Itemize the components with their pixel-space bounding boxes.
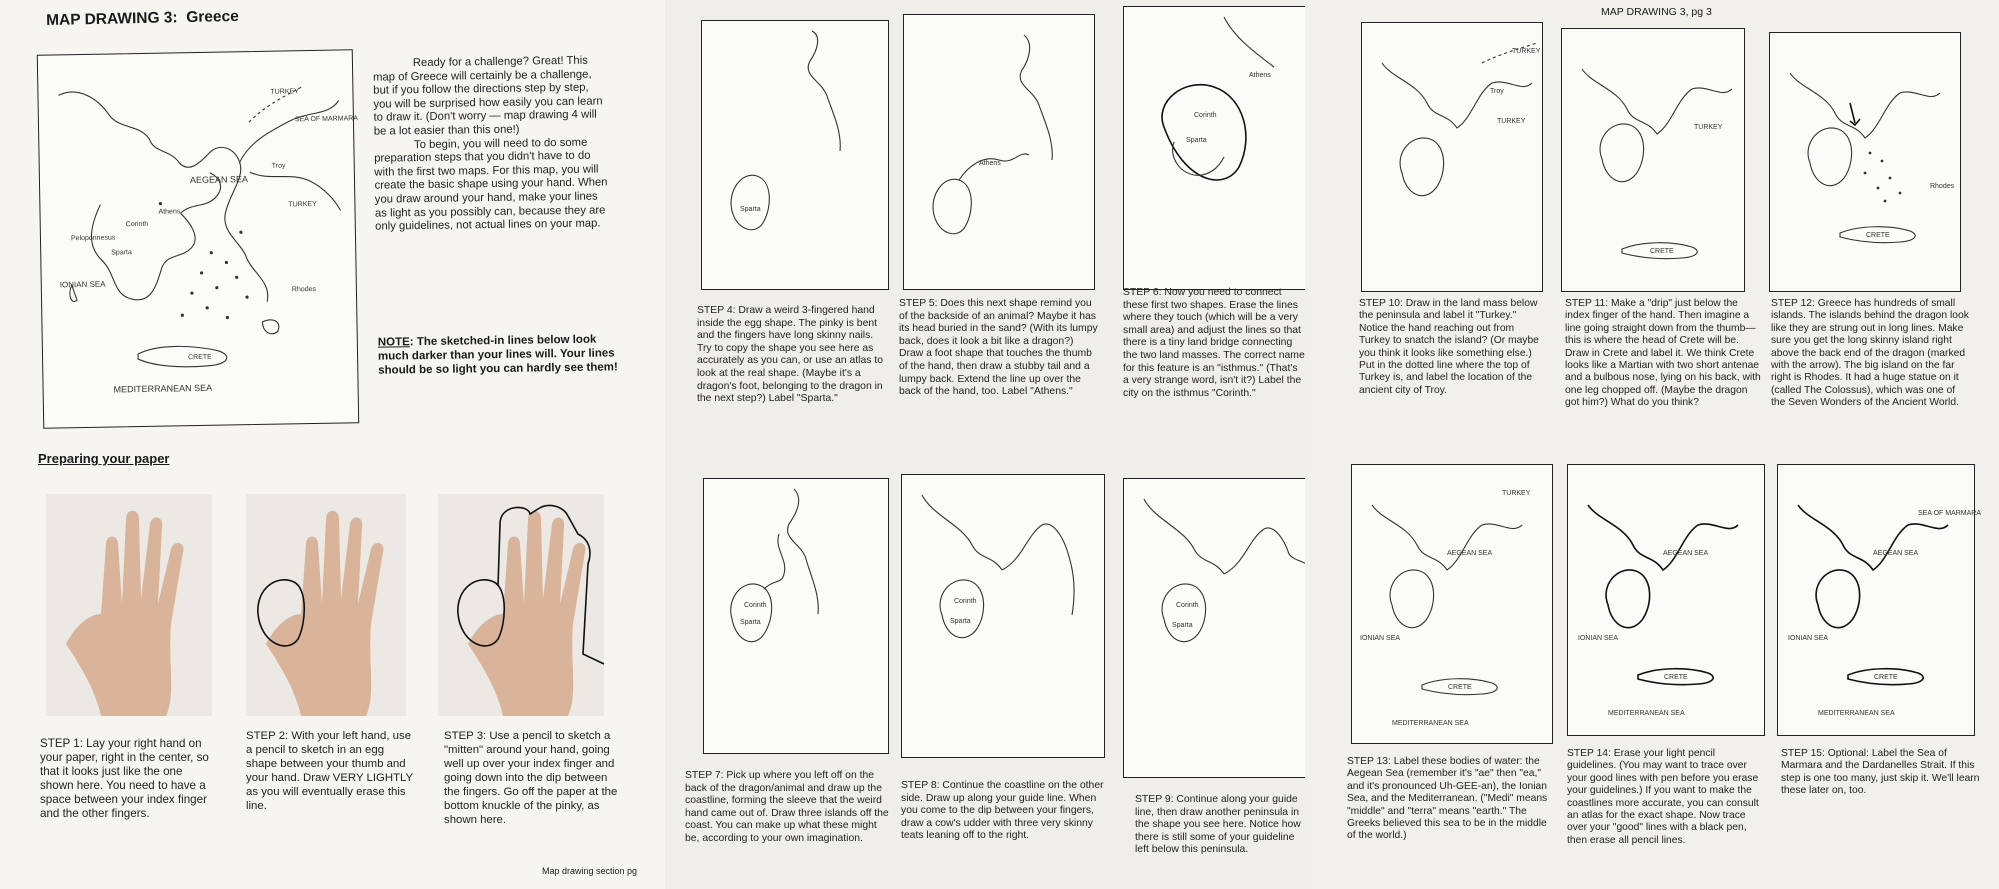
page-3-header: MAP DRAWING 3, pg 3 [1601,6,1712,18]
step-4: STEP 4: Draw a weird 3-fingered hand inside the egg shape. The pinky is bent and the fingers have long skinny nails. Try to copy the shape you see here as accurately as you can, or use an atlas to look at the real shape. (Maybe it's a dragon's foot, belonging to the dragon in the next step?) Label "Sparta." [697,305,883,405]
page-footer: Map drawing section pg [542,866,638,876]
step-12-label-crete: CRETE [1866,232,1890,239]
map-label-turkey: TURKEY [288,200,317,209]
map-label-ionian: IONIAN SEA [59,279,106,290]
step-15-label-mediterranean: MEDITERRANEAN SEA [1818,710,1895,717]
step-7: STEP 7: Pick up where you left off on the back of the dragon/animal and draw up the coastline, forming the sleeve that the weird hand came out of. Draw three islands off the coast. You can make up what these might be, according to your own imagination. [685,770,889,844]
step-2: STEP 2: With your left hand, use a pencil to sketch in an egg shape between your thumb and your hand. Draw VERY LIGHTLY as you will eventually erase this line. [246,730,413,812]
step-8: STEP 8: Continue the coastline on the other side. Draw up along your guide line. When you come to the dip between your fingers, draw a cow's udder with three very skinny teats leaning off to the right. [901,780,1104,842]
step-6-label-corinth: Corinth [1194,112,1217,119]
section-heading: Preparing your paper [38,451,170,466]
step-5-label-athens: Athens [979,160,1001,167]
step-9-drawing [1124,479,1314,777]
greece-map-drawing [38,50,358,427]
map-label-rhodes: Rhodes [291,285,317,294]
step-14-label-mediterranean: MEDITERRANEAN SEA [1608,710,1685,717]
step-4-label-sparta: Sparta [740,206,761,213]
note-label: NOTE [377,336,410,349]
step-10-drawing [1362,23,1542,291]
step-10: STEP 10: Draw in the land mass below the peninsula and label it "Turkey." Notice the hand reaching out from Turkey to snatch the island? (Or maybe you think it looks like something else.) Put in the dotted line where the top of Turkey is, and label the location of the ancient city of Troy. [1359,298,1539,396]
step-13-label-ionian: IONIAN SEA [1360,635,1401,642]
intro-text [373,54,611,234]
step-10-label-troy: Troy [1490,88,1504,95]
map-label-troy: Troy [271,162,286,170]
map-label-peloponnesus: Peloponnesus [70,234,116,243]
step-11-drawing [1562,29,1744,291]
step-6-drawing [1124,7,1320,289]
page-1 [0,0,665,889]
step-7-label-corinth: Corinth [744,602,767,609]
step-4-figure [701,20,889,290]
map-label-crete: CRETE [188,353,212,362]
step-15-label-crete: CRETE [1874,674,1898,681]
hand-illustration [46,494,212,716]
note-block [378,332,619,377]
step-7-label-sparta: Sparta [740,619,761,626]
step-13-label-turkey: TURKEY [1502,490,1531,497]
step-15-label-sea-marmara: SEA OF MARMARA [1918,510,1982,517]
step-6-label-athens: Athens [1249,72,1271,79]
step-9: STEP 9: Continue along your guide line, then draw another peninsula in the shape you see here. Notice how there is still some of your guideline left below this peninsula. [1135,794,1301,856]
step-9-figure [1123,478,1315,778]
page-2 [665,0,1305,889]
step-3: STEP 3: Use a pencil to sketch a "mitten" around your hand, going well up over your index finger and going down into the dip between the fingers. Go off the paper at the bottom knuckle of the pinky, as shown here. [444,730,618,826]
step-11-label-turkey: TURKEY [1694,124,1723,131]
step-12: STEP 12: Greece has hundreds of small islands. The islands behind the dragon look like they are strung out in long lines. Make sure you get the long skinny island right above the back end of the dragon (marked with the arrow). The big island on the far right is Rhodes. It had a huge statue on it (called The Colossus), which was one of the Seven Wonders of the Ancient World. [1771,298,1969,409]
step-6-label-sparta: Sparta [1186,137,1207,144]
step-6: STEP 6: Now you need to connect these first two shapes. Erase the lines where they touch (which will be a very small area) and adjust the lines so that there is a tiny land bridge connecting the two land masses. The correct name for this feature is an "isthmus." (That's a very strange word, isn't it?) Label the city on the isthmus "Corinth." [1123,287,1305,399]
step-13: STEP 13: Label these bodies of water: the Aegean Sea (remember it's "ae" then "ea," and it's pronounced Uh-GEE-an), the Ionian Sea, and the Mediterranean. ("Medi" means "middle" and "terra" means "earth." The Greeks believed this sea to be in the middle of the world.) [1347,756,1548,842]
hand-photo-step-1 [46,494,212,716]
map-label-aegean: AEGEAN SEA [189,174,249,186]
step-12-label-rhodes: Rhodes [1930,183,1955,190]
map-label-athens: Athens [158,208,181,216]
step-12-drawing [1770,33,1960,291]
step-15: STEP 15: Optional: Label the Sea of Marmara and the Dardanelles Strait. If this step is one too many, just skip it. We'll learn these later on, too. [1781,748,1980,797]
map-label-mediterranean: MEDITERRANEAN SEA [113,382,213,395]
hand-photo-step-2 [246,494,406,716]
step-10-label-turkey-top: TURKEY [1512,48,1541,55]
step-5: STEP 5: Does this next shape remind you of the backside of an animal? Maybe it has its head buried in the sand? (With its lumpy back, does it look a bit like a dragon?) Draw a foot shape that touches the thumb of the hand, then draw a stubby tail and a lumpy back. Extend the line up over the back of the hand, too. Label "Athens." [899,298,1098,398]
step-8-drawing [902,475,1104,757]
step-1: STEP 1: Lay your right hand on your paper, right in the center, so that it looks just like the one shown here. You need to have a space between your index finger and the other fingers. [40,737,209,820]
greece-map-figure [37,49,359,428]
step-8-label-sparta: Sparta [950,618,971,625]
step-8-figure [901,474,1105,758]
step-13-drawing [1352,465,1552,743]
note-text: : The sketched-in lines below look much darker than your lines will. Your lines should be so light you can hardly see them! [377,333,618,377]
step-15-label-aegean: AEGEAN SEA [1873,550,1919,557]
step-7-figure [703,478,889,754]
map-label-corinth: Corinth [125,220,149,229]
hand-with-mitten-illustration [438,494,604,716]
step-7-drawing [704,479,888,753]
step-13-label-mediterranean: MEDITERRANEAN SEA [1392,720,1469,727]
step-14-figure [1567,464,1765,736]
step-13-label-crete: CRETE [1448,684,1472,691]
step-15-figure [1777,464,1982,736]
step-14-label-aegean: AEGEAN SEA [1663,550,1709,557]
step-6-figure [1123,6,1321,290]
page-title [46,8,239,30]
intro-paragraph-2: To begin, you will need to do some preparation steps that you didn't have to do with the first two maps. For this map, you will create the basic shape using your hand. When you draw around your hand, make your lines as light as you possibly can, because they are only guidelines, not actual lines on your map. [374,136,608,233]
step-15-drawing [1778,465,1982,735]
hand-with-egg-illustration [246,494,406,716]
map-label-sparta: Sparta [111,249,132,257]
step-11-label-crete: CRETE [1650,248,1674,255]
step-15-label-ionian: IONIAN SEA [1788,635,1829,642]
step-11: STEP 11: Make a "drip" just below the index finger of the hand. Then imagine a line going straight down from the thumb—this is where the head of Crete will be. Draw in Crete and label it. We think Crete looks like a Martian with two short antenae and a bulbous nose, lying on his back, with one leg chopped off. (Maybe the dragon got him?) What do you think? [1565,298,1761,409]
step-5-drawing [904,15,1094,289]
step-4-drawing [702,21,888,289]
title-sub: Greece [186,7,240,27]
step-14: STEP 14: Erase your light pencil guidelines. (You may want to trace over your good lines with pen before you erase your guidelines.) If you want to make the coastlines more accurate, you can consult an atlas for the exact shape. Now trace over your "good" lines with a black pen, then erase all pencil lines. [1567,748,1759,846]
page-3 [1305,0,1999,889]
step-10-figure [1361,22,1543,292]
step-11-figure [1561,28,1745,292]
hand-photo-step-3 [438,494,604,716]
step-8-label-corinth: Corinth [954,598,977,605]
step-12-figure [1769,32,1961,292]
step-14-label-crete: CRETE [1664,674,1688,681]
step-14-drawing [1568,465,1764,735]
title-main: MAP DRAWING 3: [46,9,178,29]
step-5-figure [903,14,1095,290]
step-10-label-turkey: TURKEY [1497,118,1526,125]
step-9-label-corinth: Corinth [1176,602,1199,609]
step-14-label-ionian: IONIAN SEA [1578,635,1619,642]
intro-paragraph-1: Ready for a challenge? Great! This map of Greece will certainly be a challenge, but if you follow the directions step by step, you will be surprised how easily you can learn to draw it. (Don't worry — map drawing 4 will be a lot easier than this one!) [372,54,603,138]
map-label-sea-marmara: SEA OF MARMARA [294,115,359,124]
step-13-figure [1351,464,1553,744]
step-9-label-sparta: Sparta [1172,622,1193,629]
step-13-label-aegean: AEGEAN SEA [1447,550,1493,557]
map-label-turkey-top: TURKEY [270,88,299,96]
